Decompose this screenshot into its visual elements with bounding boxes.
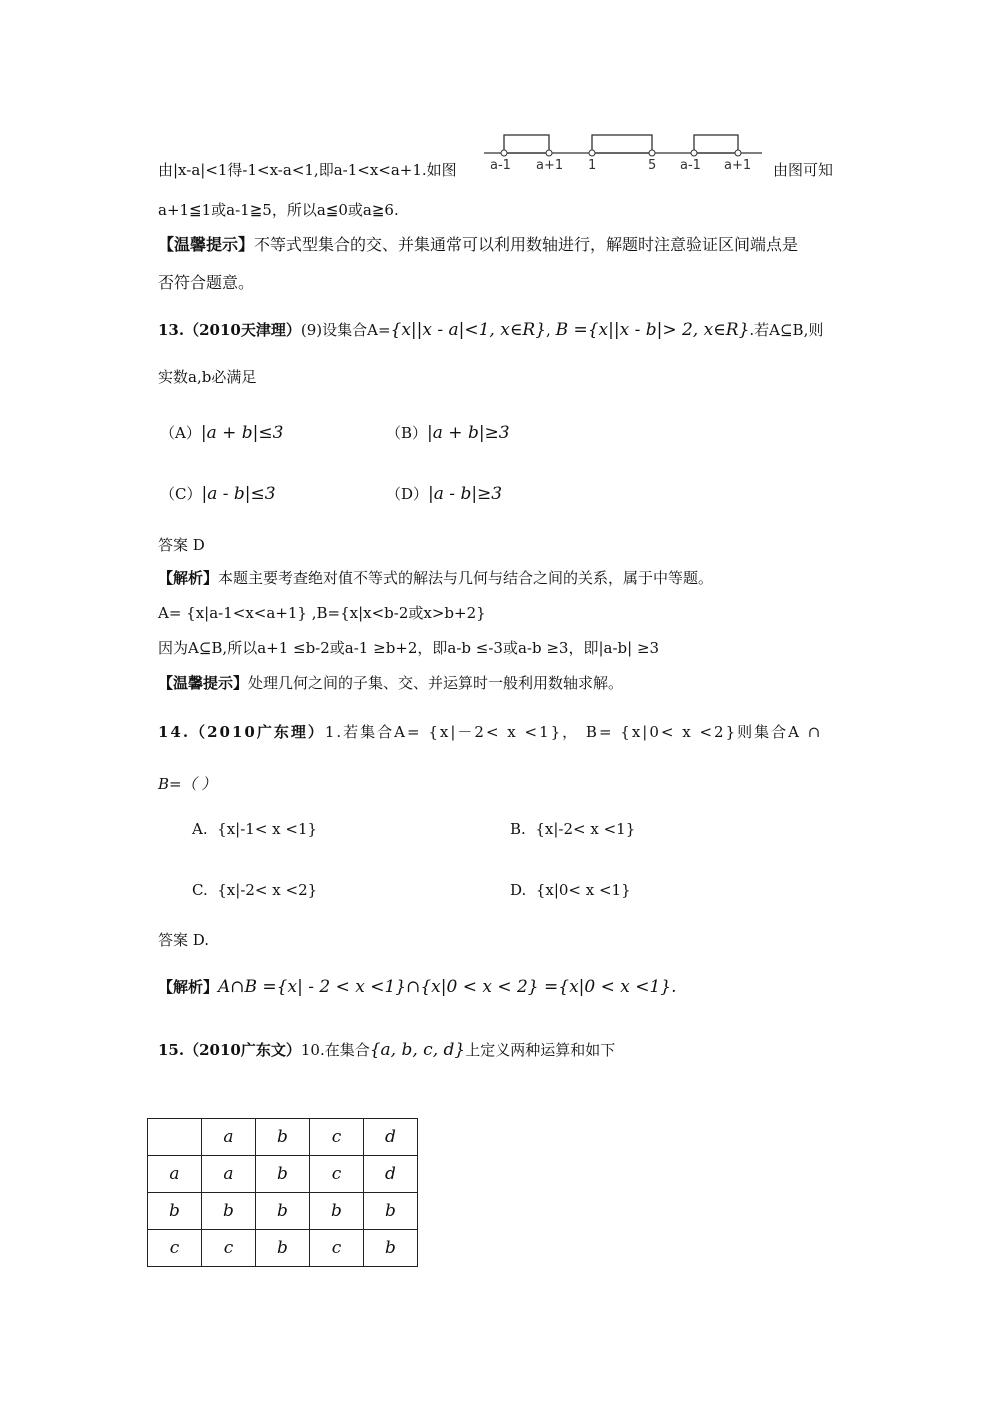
q13-stem-b: .若A⊆B,则 bbox=[749, 321, 824, 339]
option-expr: |a - b|≤3 bbox=[201, 484, 276, 504]
para2: a+1≦1或a-1≧5，所以a≦0或a≧6. bbox=[158, 201, 399, 219]
q13-option-a bbox=[160, 422, 283, 443]
q13-option-b bbox=[386, 422, 510, 443]
table-cell: b bbox=[148, 1193, 202, 1230]
table-cell: b bbox=[202, 1193, 256, 1230]
q14-stem bbox=[158, 722, 822, 742]
option-expr: {x|-1< x <1} bbox=[217, 820, 318, 838]
operation-table bbox=[147, 1118, 418, 1267]
table-cell: b bbox=[256, 1156, 310, 1193]
table-cell: b bbox=[364, 1193, 418, 1230]
table-cell: b bbox=[256, 1119, 310, 1156]
tip-text: 处理几何之间的子集、交、并运算时一般利用数轴求解。 bbox=[248, 674, 624, 692]
tip-head: 【温馨提示】 bbox=[158, 674, 249, 692]
analysis-text: 本题主要考查绝对值不等式的解法与几何与结合之间的关系，属于中等题。 bbox=[218, 569, 714, 587]
option-expr: |a + b|≤3 bbox=[200, 423, 284, 443]
nl-label-6: a+1 bbox=[724, 158, 752, 173]
q13-setA: {x||x - a|<1, x∈R} bbox=[390, 320, 547, 340]
para1 bbox=[158, 160, 457, 180]
q14-option-b bbox=[510, 820, 635, 838]
q15-stem-a: 10.在集合 bbox=[300, 1041, 370, 1059]
table-cell: c bbox=[202, 1230, 256, 1267]
table-cell: c bbox=[310, 1119, 364, 1156]
table-row bbox=[148, 1230, 418, 1267]
table-cell: d bbox=[364, 1119, 418, 1156]
q14-option-d bbox=[510, 881, 631, 899]
tip1-line1 bbox=[158, 235, 798, 255]
table-cell: a bbox=[202, 1156, 256, 1193]
q13-setB: B ={x||x - b|> 2, x∈R} bbox=[555, 320, 750, 340]
q14-analysis bbox=[158, 977, 677, 997]
para1-post: 由图可知 bbox=[773, 161, 834, 179]
table-header-row bbox=[148, 1119, 418, 1156]
option-label: C. bbox=[192, 881, 208, 899]
nl-label-4: 5 bbox=[648, 158, 657, 173]
table-cell: d bbox=[364, 1156, 418, 1193]
option-expr: {x|-2< x <1} bbox=[535, 820, 636, 838]
q13-because: 因为A⊆B,所以a+1 ≤b-2或a-1 ≥b+2，即a-b ≤-3或a-b ≥3，即|a-b| ≥3 bbox=[158, 639, 660, 657]
table-cell: b bbox=[256, 1230, 310, 1267]
q14-line2: B=（ ） bbox=[158, 775, 217, 793]
nl-label-2: a+1 bbox=[536, 158, 564, 173]
option-label: （C） bbox=[160, 485, 202, 503]
q13-option-c bbox=[160, 483, 276, 504]
option-expr: {x|0< x <1} bbox=[535, 881, 631, 899]
q13-analysis bbox=[158, 568, 713, 588]
tip1-head: 【温馨提示】 bbox=[158, 235, 255, 254]
table-cell bbox=[148, 1119, 202, 1156]
q15-set: {a, b, c, d} bbox=[369, 1040, 466, 1060]
option-expr: |a + b|≥3 bbox=[427, 423, 510, 443]
q13-number: 13.（2010天津理） bbox=[158, 321, 301, 339]
table-cell: b bbox=[256, 1193, 310, 1230]
number-line-figure bbox=[484, 128, 764, 174]
q13-stem-a: (9)设集合A= bbox=[300, 321, 391, 339]
analysis-head: 【解析】 bbox=[158, 569, 219, 587]
option-label: A. bbox=[192, 820, 208, 838]
q13-line2: 实数a,b必满足 bbox=[158, 368, 257, 386]
q13-sets: A= {x|a-1<x<a+1} ,B={x|x<b-2或x>b+2} bbox=[158, 604, 486, 622]
option-label: （B） bbox=[386, 424, 428, 442]
option-expr: {x|-2< x <2} bbox=[217, 881, 318, 899]
nl-label-1: a-1 bbox=[490, 158, 511, 173]
q13-sep: , bbox=[546, 321, 556, 339]
para1-pre: 由|x-a|<1得-1<x-a<1,即a-1<x<a+1.如图 bbox=[158, 161, 457, 179]
table-cell: c bbox=[310, 1230, 364, 1267]
q14-option-a bbox=[192, 820, 317, 838]
q15-stem-b: 上定义两种运算和如下 bbox=[465, 1041, 616, 1059]
q14-answer: 答案 D. bbox=[158, 931, 210, 949]
q13-tip bbox=[158, 673, 623, 693]
table-cell: a bbox=[148, 1156, 202, 1193]
option-expr: |a - b|≥3 bbox=[428, 484, 503, 504]
option-label: D. bbox=[510, 881, 527, 899]
table-cell: c bbox=[310, 1156, 364, 1193]
table-cell: a bbox=[202, 1119, 256, 1156]
q13-answer: 答案 D bbox=[158, 536, 205, 554]
analysis-text: A∩B ={x| - 2 < x <1}∩{x|0 < x < 2} ={x|0 < x <1}. bbox=[218, 977, 677, 997]
tip1-text1: 不等式型集合的交、并集通常可以利用数轴进行，解题时注意验证区间端点是 bbox=[254, 235, 799, 254]
q13-stem bbox=[158, 320, 823, 340]
table-cell: b bbox=[310, 1193, 364, 1230]
option-label: （D） bbox=[386, 485, 429, 503]
nl-label-5: a-1 bbox=[680, 158, 701, 173]
tip1-line2: 否符合题意。 bbox=[158, 273, 255, 292]
option-label: （A） bbox=[160, 424, 201, 442]
q15-stem bbox=[158, 1040, 615, 1060]
q14-option-c bbox=[192, 881, 317, 899]
analysis-head: 【解析】 bbox=[158, 978, 219, 996]
table-row bbox=[148, 1193, 418, 1230]
q14-number: 14.（2010广东理） bbox=[158, 723, 325, 741]
table-cell: c bbox=[148, 1230, 202, 1267]
table-row bbox=[148, 1156, 418, 1193]
q13-option-d bbox=[386, 483, 502, 504]
nl-label-3: 1 bbox=[588, 158, 597, 173]
q14-stem-text: 1.若集合A= {x|－2< x <1}， B= {x|0< x <2}则集合A ∩ bbox=[324, 723, 823, 741]
q15-number: 15.（2010广东文） bbox=[158, 1041, 301, 1059]
table-cell: b bbox=[364, 1230, 418, 1267]
option-label: B. bbox=[510, 820, 526, 838]
